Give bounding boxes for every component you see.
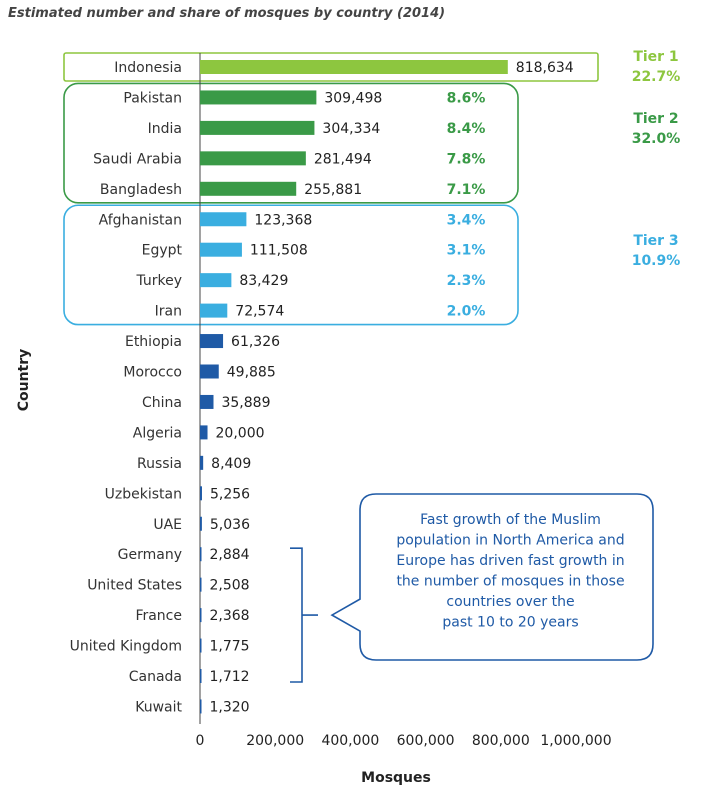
bar-pakistan xyxy=(200,90,316,104)
bar-uzbekistan xyxy=(200,486,202,500)
bar-uae xyxy=(200,517,202,531)
annotation-text-line: past 10 to 20 years xyxy=(442,614,579,631)
category-label-uae: UAE xyxy=(153,516,182,533)
category-label-iran: Iran xyxy=(154,303,182,320)
category-label-turkey: Turkey xyxy=(136,273,182,290)
annotation-text-line: countries over the xyxy=(446,594,575,610)
bar-united-kingdom xyxy=(200,639,202,653)
category-label-algeria: Algeria xyxy=(132,425,182,442)
share-label-afghanistan: 3.4% xyxy=(446,212,486,229)
bar-india xyxy=(200,121,314,135)
value-label-india: 304,334 xyxy=(322,120,381,137)
value-label-russia: 8,409 xyxy=(211,455,252,472)
bar-bangladesh xyxy=(200,182,296,196)
value-label-ethiopia: 61,326 xyxy=(231,334,281,351)
bar-china xyxy=(200,395,213,409)
value-label-united-kingdom: 1,775 xyxy=(209,638,250,655)
tier-label-3: Tier 3 xyxy=(633,232,679,249)
category-label-indonesia: Indonesia xyxy=(114,60,182,76)
annotation-text-line: Europe has driven fast growth in xyxy=(396,553,625,569)
share-label-pakistan: 8.6% xyxy=(446,90,486,107)
value-label-china: 35,889 xyxy=(221,394,271,411)
bar-russia xyxy=(200,456,203,470)
x-tick-label: 200,000 xyxy=(246,733,305,749)
bar-kuwait xyxy=(200,699,202,713)
y-axis-title: Country xyxy=(16,348,32,412)
annotation-text-line: population in North America and xyxy=(396,532,625,549)
value-label-uae: 5,036 xyxy=(209,516,250,533)
annotation-bracket xyxy=(290,548,318,682)
bar-ethiopia xyxy=(200,334,223,348)
x-tick-label: 1,000,000 xyxy=(540,733,612,749)
tier-label-2: Tier 2 xyxy=(633,111,679,128)
share-label-egypt: 3.1% xyxy=(446,242,486,259)
chart-title: Estimated number and share of mosques by country (2014) xyxy=(8,6,446,21)
category-label-france: France xyxy=(135,608,182,625)
value-label-indonesia: 818,634 xyxy=(515,60,574,76)
value-label-bangladesh: 255,881 xyxy=(304,181,363,198)
category-label-ethiopia: Ethiopia xyxy=(124,334,182,351)
value-label-france: 2,368 xyxy=(209,608,250,625)
bar-iran xyxy=(200,304,227,318)
category-label-india: India xyxy=(147,120,182,137)
value-label-germany: 2,884 xyxy=(209,547,250,564)
category-label-russia: Russia xyxy=(136,455,182,472)
category-label-morocco: Morocco xyxy=(123,364,182,381)
tier-share-3: 10.9% xyxy=(631,252,681,269)
category-label-germany: Germany xyxy=(117,547,182,564)
value-label-turkey: 83,429 xyxy=(239,273,289,290)
category-label-bangladesh: Bangladesh xyxy=(99,181,182,198)
value-label-pakistan: 309,498 xyxy=(324,90,383,107)
share-label-saudi-arabia: 7.8% xyxy=(446,151,486,168)
value-label-afghanistan: 123,368 xyxy=(254,212,313,229)
bar-turkey xyxy=(200,273,231,287)
bar-morocco xyxy=(200,365,219,379)
tier-label-1: Tier 1 xyxy=(633,49,679,65)
x-axis-title: Mosques xyxy=(361,770,431,786)
annotation-text-line: the number of mosques in those xyxy=(396,573,625,590)
annotation-text-line: Fast growth of the Muslim xyxy=(420,512,601,528)
value-label-saudi-arabia: 281,494 xyxy=(313,151,372,168)
x-tick-label: 400,000 xyxy=(321,733,380,749)
x-tick-label: 800,000 xyxy=(471,733,530,749)
x-tick-label: 600,000 xyxy=(396,733,455,749)
category-label-united-states: United States xyxy=(87,577,182,594)
value-label-canada: 1,712 xyxy=(209,669,250,685)
bar-indonesia xyxy=(200,60,508,74)
value-label-uzbekistan: 5,256 xyxy=(209,486,251,503)
category-label-pakistan: Pakistan xyxy=(123,90,182,107)
share-label-india: 8.4% xyxy=(446,120,486,137)
category-label-kuwait: Kuwait xyxy=(135,699,182,716)
value-label-iran: 72,574 xyxy=(235,303,285,320)
tier-share-1: 22.7% xyxy=(631,69,681,85)
category-label-saudi-arabia: Saudi Arabia xyxy=(93,151,182,168)
annotation xyxy=(290,494,653,682)
value-label-morocco: 49,885 xyxy=(226,364,276,381)
category-label-canada: Canada xyxy=(128,669,182,685)
category-label-uzbekistan: Uzbekistan xyxy=(104,486,182,503)
bar-united-states xyxy=(200,578,202,592)
share-label-iran: 2.0% xyxy=(446,303,486,320)
share-label-turkey: 2.3% xyxy=(446,273,486,290)
bar-germany xyxy=(200,547,202,561)
category-label-egypt: Egypt xyxy=(141,242,182,259)
category-label-afghanistan: Afghanistan xyxy=(98,212,182,229)
bar-afghanistan xyxy=(200,212,246,226)
value-label-egypt: 111,508 xyxy=(249,242,308,259)
bar-saudi-arabia xyxy=(200,151,306,165)
bar-canada xyxy=(200,669,202,683)
value-label-united-states: 2,508 xyxy=(209,577,250,594)
bar-algeria xyxy=(200,425,208,439)
value-label-algeria: 20,000 xyxy=(215,425,265,442)
x-tick-label: 0 xyxy=(195,733,205,749)
category-label-united-kingdom: United Kingdom xyxy=(69,638,182,655)
bar-france xyxy=(200,608,202,622)
value-label-kuwait: 1,320 xyxy=(209,699,250,716)
share-label-bangladesh: 7.1% xyxy=(446,181,486,198)
bar-egypt xyxy=(200,243,242,257)
tier-share-2: 32.0% xyxy=(631,131,681,148)
category-label-china: China xyxy=(142,394,182,411)
